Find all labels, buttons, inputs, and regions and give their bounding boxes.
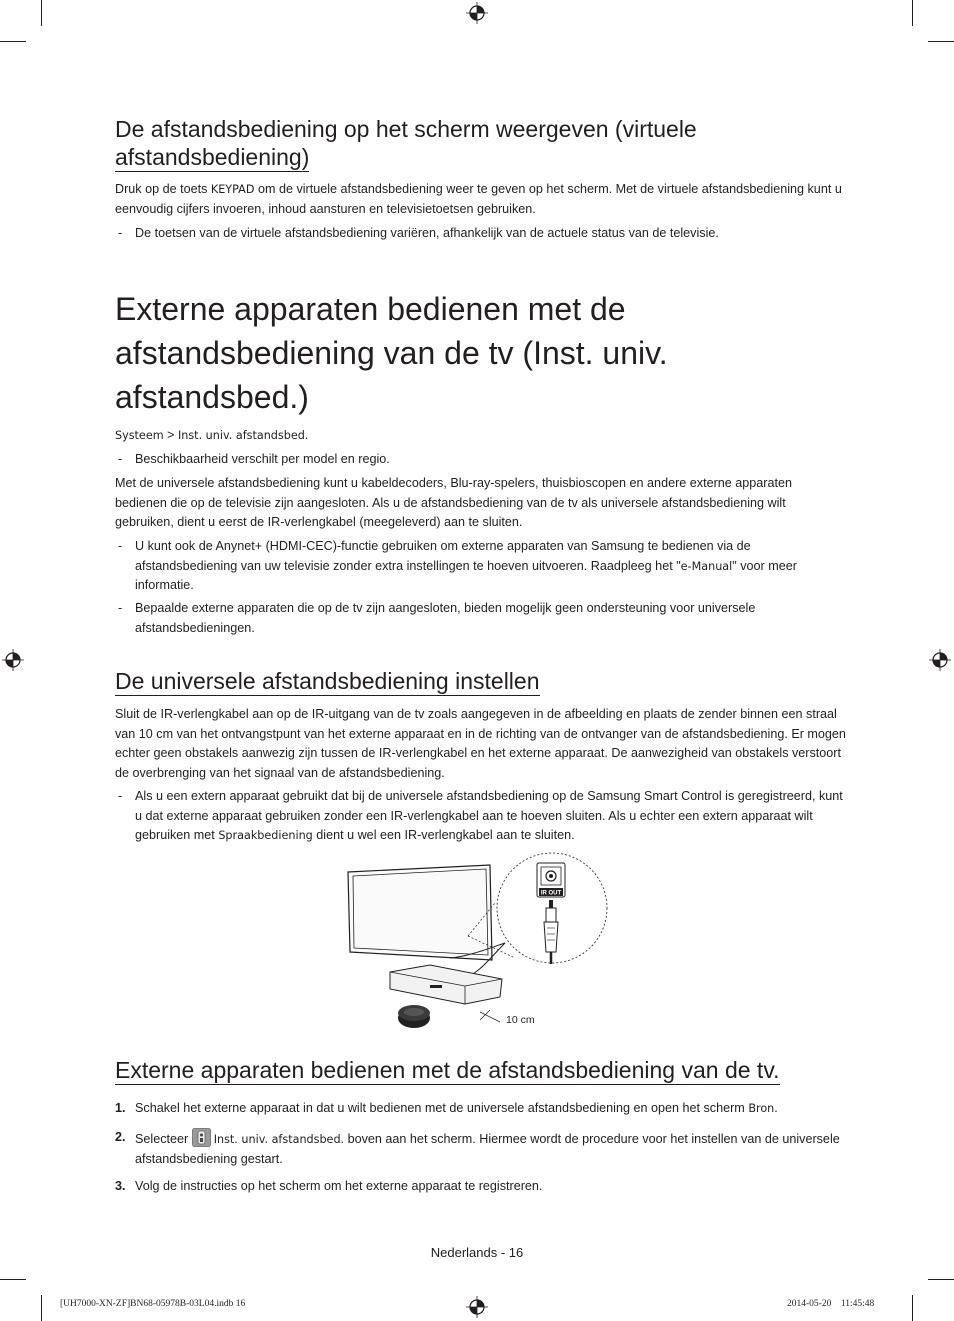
menu-path: Systeem > Inst. univ. afstandsbed.	[115, 428, 309, 442]
set-top-box-illustration	[390, 965, 502, 1004]
paragraph: Druk op de toets KEYPAD om de virtuele afstandsbediening weer te geven op het scherm. Met de virtuele afstandsbediening kunt u eenvoudig cijfers invoeren, inhoud aansturen en televisietoetsen gebruiken.	[115, 182, 842, 216]
bullet-item: - U kunt ook de Anynet+ (HDMI-CEC)-functie gebruiken om externe apparaten van Samsung te bedienen via de afstandsbediening van uw televisie zonder extra instellingen te hoeven uitvoeren. Raadpleeg het "e-Manual" voor meer informatie.	[118, 539, 797, 592]
bullet-item: - Bepaalde externe apparaten die op de tv zijn aangesloten, bieden mogelijk geen ondersteuning voor universele afstandsbedieningen.	[118, 601, 756, 635]
ir-out-port-illustration	[537, 863, 565, 897]
crop-mark	[0, 41, 26, 42]
distance-label: 10 cm	[506, 1014, 535, 1026]
page-title: Externe apparaten bedienen met de afstandsbediening van de tv (Inst. univ. afstandsbed.)	[115, 291, 668, 415]
section-title-steps: Externe apparaten bedienen met de afstandsbediening van de tv.	[115, 1057, 780, 1083]
section-title-virtual-remote	[115, 115, 697, 171]
section-title-setup: De universele afstandsbediening instellen	[115, 668, 540, 694]
title-line: De afstandsbediening op het scherm weergeven (virtuele	[115, 116, 697, 142]
registration-mark-icon	[466, 2, 488, 24]
key-name: Bron	[748, 1102, 775, 1115]
registration-mark-icon	[466, 1296, 488, 1318]
print-slug-right: 2014-05-20 11:45:48	[787, 1299, 875, 1309]
crop-mark	[912, 0, 913, 26]
title-line: afstandsbediening)	[115, 144, 310, 170]
bullet-item: - Beschikbaarheid verschilt per model en regio.	[118, 452, 390, 466]
crop-mark	[928, 1279, 954, 1280]
tv-illustration	[348, 865, 492, 960]
crop-mark	[912, 1295, 913, 1321]
paragraph: Sluit de IR-verlengkabel aan op de IR-uitgang van de tv zoals aangegeven in de afbeelding en plaats de zender binnen een straal van 10 cm van het ontvangstpunt van het externe apparaat en in de richting van de ontvanger van de afstandsbediening. Er mogen echter geen obstakels aanwezig zijn tussen de IR-verlengkabel en het externe apparaat. De aanwezigheid van obstakels verstoort de overbrenging van het signaal van de afstandsbediening.	[115, 707, 846, 780]
key-name: Inst. univ. afstandsbed.	[213, 1133, 345, 1146]
step-item: 1. Schakel het externe apparaat in dat u wilt bedienen met de universele afstandsbediening en open het scherm Bron.	[115, 1101, 778, 1115]
universal-remote-icon	[192, 1128, 211, 1147]
step-item: 3. Volg de instructies op het scherm om het externe apparaat te registreren.	[115, 1179, 543, 1193]
bullet-item: - De toetsen van de virtuele afstandsbediening variëren, afhankelijk van de actuele status van de televisie.	[118, 226, 719, 240]
page-number: Nederlands - 16	[430, 1245, 524, 1260]
registration-mark-icon	[2, 649, 24, 671]
e-manual-link: e-Manual	[680, 559, 733, 573]
crop-mark	[41, 1295, 42, 1321]
registration-mark-icon	[929, 649, 951, 671]
ir-cable-diagram	[340, 848, 612, 1034]
bullet-item: - Als u een extern apparaat gebruikt dat bij de universele afstandsbediening op de Samsung Smart Control is geregistreerd, kunt u dat externe apparaat gebruiken zonder een IR-verlengkabel aan te hoeven sluiten. Als u echter een extern apparaat wilt gebruiken met Spraakbediening dient u wel een IR-verlengkabel aan te sluiten.	[118, 789, 843, 842]
key-name: KEYPAD	[210, 183, 255, 196]
print-slug-left: [UH7000-XN-ZF]BN68-05978B-03L04.indb 16	[60, 1299, 246, 1309]
crop-mark	[41, 0, 42, 26]
step-item: 2. Selecteer Inst. univ. afstandsbed. boven aan het scherm. Hiermee wordt de procedure voor het instellen van de universele afstandsbediening gestart.	[115, 1130, 840, 1166]
paragraph: Met de universele afstandsbediening kunt u kabeldecoders, Blu-ray-spelers, thuisbioscopen en andere externe apparaten bedienen die op de televisie zijn aangesloten. Als u de afstandsbediening van de tv als universele afstandsbediening wilt gebruiken, dient u eerst de IR-verlengkabel (meegeleverd) aan te sluiten.	[115, 476, 792, 529]
crop-mark	[0, 1279, 26, 1280]
ir-emitter-illustration	[398, 1005, 430, 1028]
port-label: IR OUT	[540, 890, 562, 897]
crop-mark	[928, 41, 954, 42]
key-name: Spraakbediening	[218, 829, 313, 842]
